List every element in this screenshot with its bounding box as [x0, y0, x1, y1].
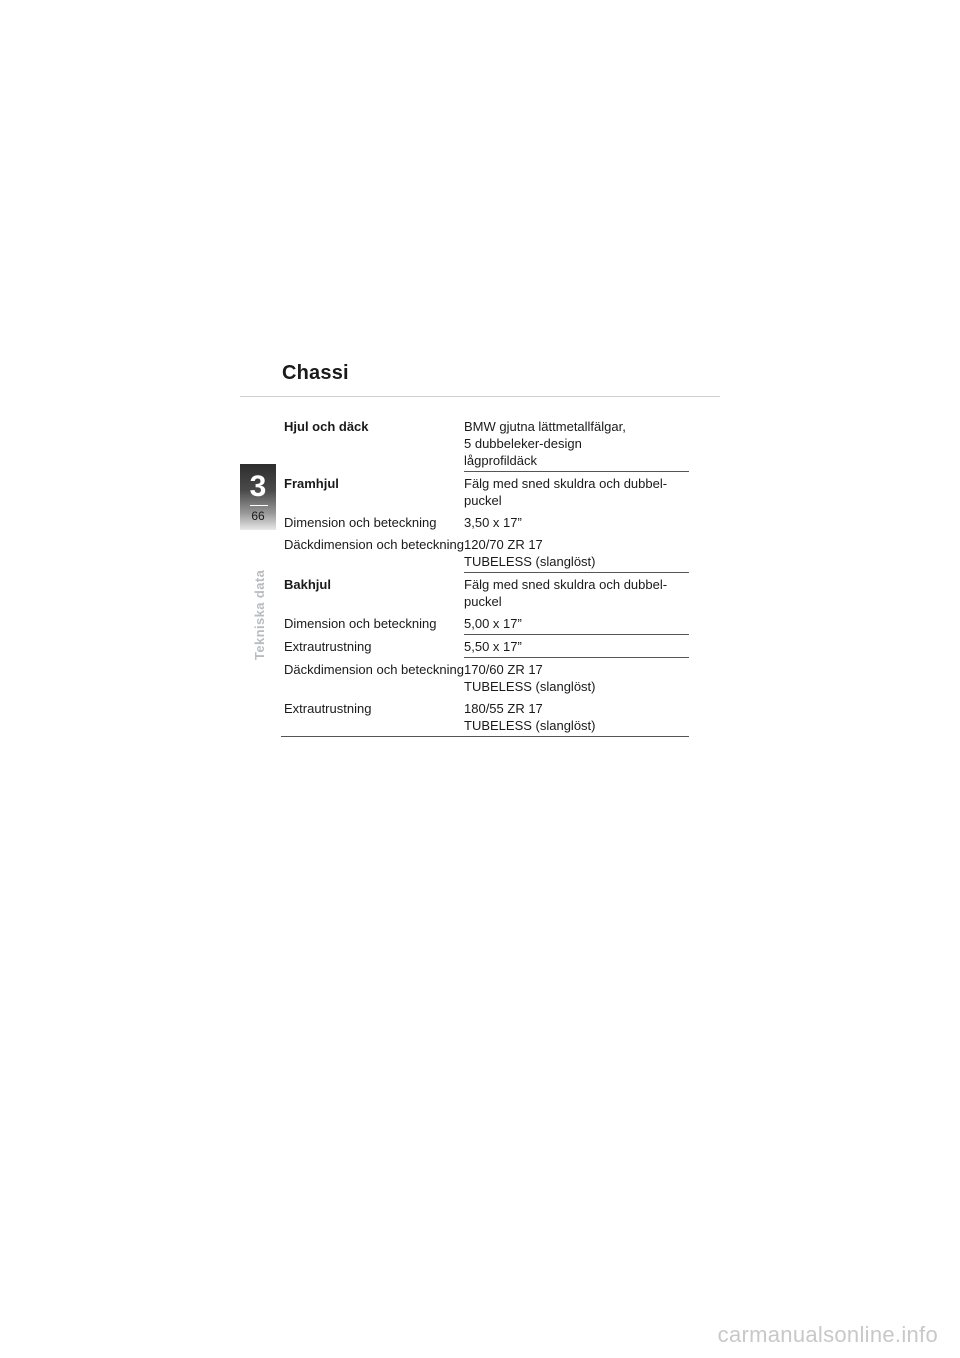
- spec-value-line: 180/55 ZR 17: [464, 701, 543, 716]
- spec-value-line: TUBELESS (slanglöst): [464, 718, 596, 733]
- spec-row: [281, 697, 689, 737]
- spec-value: [464, 415, 689, 472]
- spec-label: Bakhjul: [284, 576, 331, 592]
- spec-value-line: 5 dubbeleker-design: [464, 436, 582, 451]
- spec-value-line: 5,50 x 17”: [464, 639, 522, 654]
- spec-row: [281, 635, 689, 658]
- spec-value-line: 3,50 x 17”: [464, 515, 522, 530]
- chapter-number: 3: [249, 470, 267, 503]
- spec-label: Hjul och däck: [284, 419, 369, 434]
- spec-label: Extrautrustning: [281, 697, 464, 737]
- spec-table-body: [281, 415, 689, 737]
- spec-label: Dimension och beteckning: [284, 515, 437, 530]
- spec-value-line: Fälg med sned skuldra och dubbel-: [464, 577, 668, 592]
- spec-row: [281, 573, 689, 613]
- section-side-label: Tekniska data: [252, 569, 267, 660]
- chapter-divider: [250, 505, 268, 506]
- spec-row: [281, 511, 689, 533]
- watermark: carmanualsonline.info: [717, 1322, 938, 1347]
- spec-row: [281, 472, 689, 512]
- spec-label: Extrautrustning: [284, 638, 372, 654]
- spec-value-line: TUBELESS (slanglöst): [464, 554, 596, 569]
- spec-row: [281, 658, 689, 698]
- spec-value-line: BMW gjutna lättmetallfälgar,: [464, 419, 626, 434]
- spec-value-line: puckel: [464, 493, 502, 508]
- spec-value: [464, 472, 689, 512]
- spec-value: [464, 635, 689, 658]
- page-number: 66: [251, 509, 265, 523]
- spec-row: [281, 612, 689, 635]
- spec-label: Däckdimension och beteckning: [284, 537, 464, 552]
- spec-row: [281, 415, 689, 472]
- spec-value: [464, 697, 689, 737]
- title-divider: [240, 396, 720, 397]
- spec-value-line: 170/60 ZR 17: [464, 662, 543, 677]
- spec-value-line: lågprofildäck: [464, 453, 537, 468]
- spec-label: Dimension och beteckning: [284, 616, 437, 631]
- spec-table: [281, 415, 689, 737]
- spec-value: [464, 573, 689, 613]
- spec-label: Framhjul: [284, 475, 339, 491]
- spec-value-line: 120/70 ZR 17: [464, 537, 543, 552]
- spec-row: [281, 533, 689, 573]
- spec-value: [464, 533, 689, 573]
- spec-value: [464, 612, 689, 635]
- page-title: Chassi: [282, 362, 349, 384]
- spec-value-line: Fälg med sned skuldra och dubbel-: [464, 476, 668, 491]
- spec-value-line: 5,00 x 17”: [464, 616, 522, 631]
- spec-value-line: TUBELESS (slanglöst): [464, 679, 596, 694]
- spec-value: [464, 511, 689, 533]
- chapter-tab: [240, 464, 276, 530]
- spec-value: [464, 658, 689, 698]
- spec-label: Däckdimension och beteckning: [284, 661, 464, 677]
- spec-value-line: puckel: [464, 594, 502, 609]
